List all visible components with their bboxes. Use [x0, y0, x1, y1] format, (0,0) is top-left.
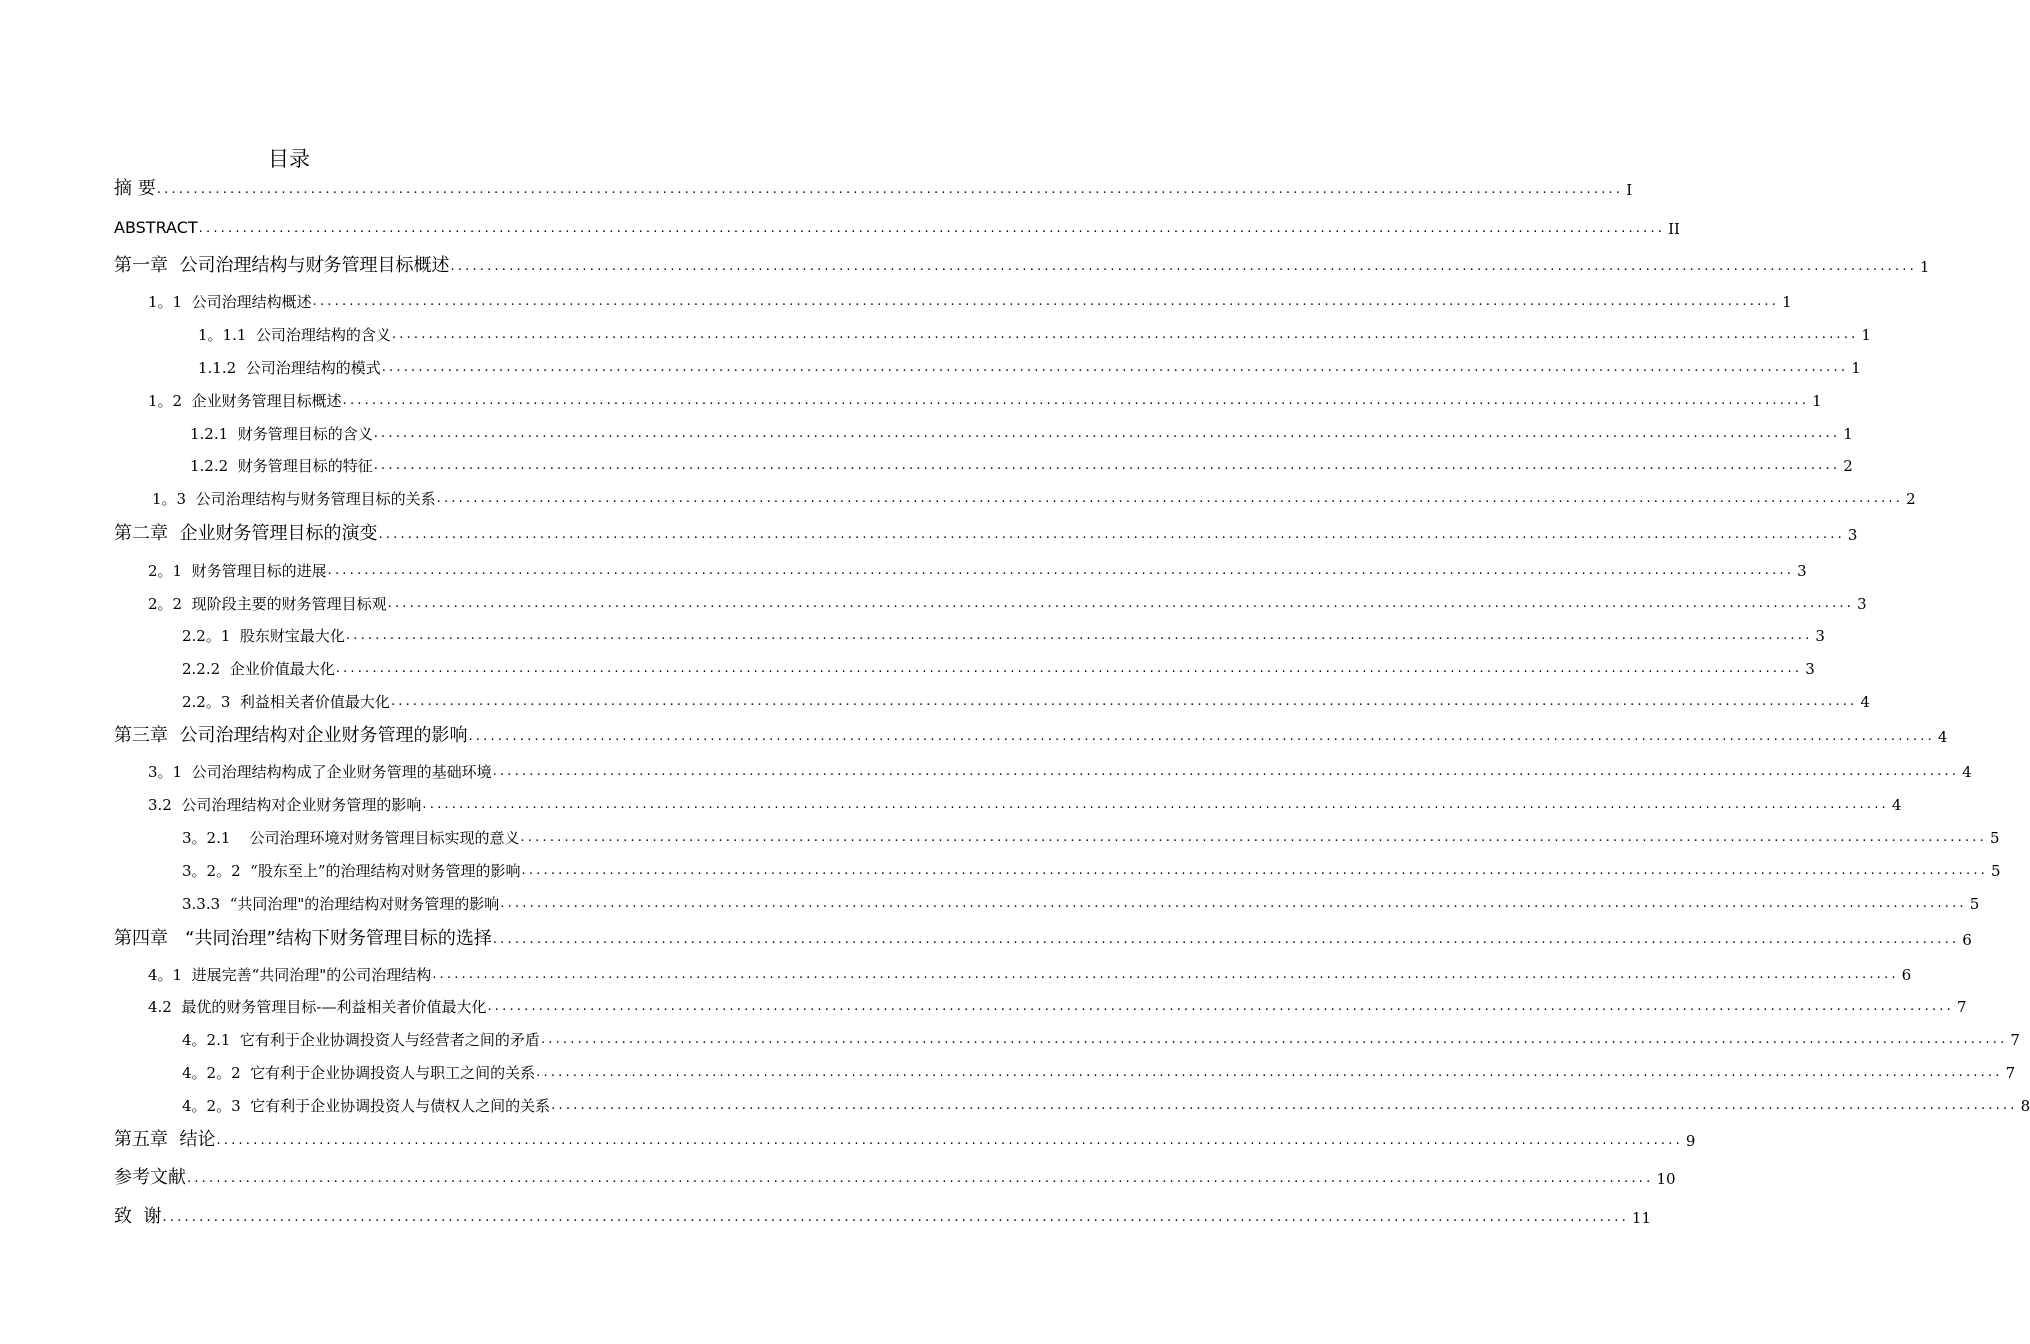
toc-entry-text: 3.3.3 “共同治理"的治理结构对财务管理的影响	[182, 895, 500, 913]
toc-entry-page: 7	[1956, 998, 1967, 1016]
leader-dots: ........................................................................................................................................................................................................	[335, 661, 1803, 676]
toc-entry-abstract-cn[interactable]	[114, 170, 1633, 200]
leader-dots: ........................................................................................................................................................................................................	[492, 764, 1960, 779]
toc-entry-page: 2	[1843, 457, 1853, 475]
leader-dots: ........................................................................................................................................................................................................	[156, 182, 1624, 197]
leader-dots: ........................................................................................................................................................................................................	[432, 967, 1899, 982]
toc-entry-3-2-2[interactable]	[182, 851, 2001, 881]
toc-entry-page: 1	[1861, 326, 1871, 344]
toc-entry-text: 第三章 公司治理结构对企业财务管理的影响	[114, 725, 468, 746]
leader-dots: ........................................................................................................................................................................................................	[436, 491, 1904, 506]
toc-entry-1-1-2[interactable]	[198, 348, 1861, 378]
toc-entry-page: 3	[1815, 627, 1825, 645]
toc-entry-text: 4。2.1 它有利于企业协调投资人与经营者之间的矛盾	[182, 1031, 540, 1049]
toc-entry-page: 4	[1962, 763, 1972, 781]
leader-dots: ........................................................................................................................................................................................................	[536, 1065, 2003, 1080]
toc-entry-page: 1	[1919, 258, 1930, 276]
leader-dots: ........................................................................................................................................................................................................	[450, 259, 1917, 274]
toc-entry-text: 1.2.1 财务管理目标的含义	[190, 425, 373, 443]
toc-entry-chapter-3[interactable]	[114, 717, 1948, 747]
toc-entry-4-2-3[interactable]	[182, 1086, 2030, 1116]
toc-entry-4-2[interactable]	[148, 987, 1967, 1017]
toc-entry-page: II	[1668, 220, 1680, 238]
toc-entry-text: 1。1.1 公司治理结构的含义	[198, 326, 391, 344]
toc-entry-page: 11	[1631, 1209, 1652, 1227]
toc-entry-page: 6	[1901, 966, 1912, 984]
leader-dots: ........................................................................................................................................................................................................	[500, 896, 1967, 911]
leader-dots: ........................................................................................................................................................................................................	[520, 830, 1987, 845]
leader-dots: ........................................................................................................................................................................................................	[187, 1171, 1654, 1186]
toc-entry-1-1[interactable]	[148, 282, 1792, 312]
leader-dots: ........................................................................................................................................................................................................	[345, 628, 1813, 643]
toc-entry-page: 1	[1843, 425, 1853, 443]
toc-entry-2-2-3[interactable]	[182, 682, 1870, 712]
toc-entry-page: 1	[1812, 392, 1822, 410]
toc-entry-page: I	[1626, 181, 1633, 199]
toc-entry-text: 2。1 财务管理目标的进展	[148, 562, 327, 580]
toc-entry-page: 5	[1989, 829, 2000, 847]
toc-entry-text: 参考文献	[114, 1167, 186, 1188]
leader-dots: ........................................................................................................................................................................................................	[487, 999, 1954, 1014]
toc-entry-page: 4	[1937, 728, 1948, 746]
leader-dots: ........................................................................................................................................................................................................	[342, 393, 1810, 408]
toc-entry-3-2-1[interactable]	[182, 818, 2000, 848]
toc-entry-page: 3	[1805, 660, 1815, 678]
leader-dots: ........................................................................................................................................................................................................	[390, 694, 1858, 709]
toc-entry-text: 2。2 现阶段主要的财务管理目标观	[148, 595, 387, 613]
toc-entry-text: 第二章 企业财务管理目标的演变	[114, 523, 378, 544]
toc-entry-2-2[interactable]	[148, 584, 1867, 614]
toc-entry-text: 4。2。2 它有利于企业协调投资人与职工之间的关系	[182, 1064, 536, 1082]
toc-entry-3-2[interactable]	[148, 785, 1902, 815]
toc-entry-3-1[interactable]	[148, 752, 1972, 782]
toc-entry-text: 第一章 公司治理结构与财务管理目标概述	[114, 255, 450, 276]
toc-entry-text: 4。2。3 它有利于企业协调投资人与债权人之间的关系	[182, 1097, 551, 1115]
leader-dots: ........................................................................................................................................................................................................	[387, 596, 1855, 611]
leader-dots: ........................................................................................................................................................................................................	[378, 527, 1845, 542]
leader-dots: ........................................................................................................................................................................................................	[162, 1210, 1629, 1225]
toc-entry-page: 3	[1847, 526, 1858, 544]
leader-dots: ........................................................................................................................................................................................................	[327, 563, 1795, 578]
toc-entry-page: 4	[1860, 693, 1870, 711]
toc-entry-text: 1.2.2 财务管理目标的特征	[190, 457, 373, 475]
toc-entry-chapter-5[interactable]	[114, 1121, 1696, 1151]
toc-entry-page: 6	[1962, 931, 1972, 949]
toc-entry-text: 2.2。3 利益相关者价值最大化	[182, 693, 390, 711]
toc-entry-text: 4。1 进展完善“共同治理"的公司治理结构	[148, 966, 432, 984]
leader-dots: ........................................................................................................................................................................................................	[373, 426, 1841, 441]
toc-entry-4-2-2[interactable]	[182, 1053, 2016, 1083]
leader-dots: ........................................................................................................................................................................................................	[216, 1133, 1683, 1148]
toc-entry-text: ABSTRACT	[114, 218, 198, 237]
toc-title: 目录	[268, 147, 310, 171]
toc-entry-text: 第四章 “共同治理”结构下财务管理目标的选择	[114, 928, 492, 949]
toc-entry-page: 3	[1797, 562, 1807, 580]
leader-dots: ........................................................................................................................................................................................................	[381, 360, 1849, 375]
leader-dots: ........................................................................................................................................................................................................	[198, 221, 1666, 236]
leader-dots: ........................................................................................................................................................................................................	[468, 729, 1935, 744]
toc-entry-page: 8	[2020, 1097, 2030, 1115]
toc-entry-4-2-1[interactable]	[182, 1020, 2020, 1050]
leader-dots: ........................................................................................................................................................................................................	[373, 458, 1841, 473]
toc-entry-text: 2.2.2 企业价值最大化	[182, 660, 335, 678]
leader-dots: ........................................................................................................................................................................................................	[540, 1032, 2008, 1047]
toc-entry-4-1[interactable]	[148, 955, 1912, 985]
toc-entry-text: 3。2。2 “股东至上”的治理结构对财务管理的影响	[182, 862, 521, 880]
toc-entry-text: 1。3 公司治理结构与财务管理目标的关系	[152, 490, 436, 508]
toc-entry-text: 1。1 公司治理结构概述	[148, 293, 312, 311]
toc-entry-page: 7	[2010, 1031, 2020, 1049]
toc-entry-page: 1	[1782, 293, 1792, 311]
toc-entry-page: 5	[1969, 895, 1980, 913]
toc-entry-text: 3.2 公司治理结构对企业财务管理的影响	[148, 796, 422, 814]
toc-entry-references[interactable]	[114, 1159, 1676, 1189]
toc-entry-page: 2	[1906, 490, 1916, 508]
leader-dots: ........................................................................................................................................................................................................	[521, 863, 1988, 878]
toc-entry-1-2-1[interactable]	[190, 414, 1853, 444]
leader-dots: ........................................................................................................................................................................................................	[422, 797, 1889, 812]
toc-entry-page: 5	[1990, 862, 2001, 880]
toc-entry-chapter-1[interactable]	[114, 247, 1930, 277]
toc-entry-chapter-2[interactable]	[114, 515, 1858, 545]
toc-entry-acknowledgements[interactable]	[114, 1198, 1652, 1228]
leader-dots: ........................................................................................................................................................................................................	[391, 327, 1859, 342]
toc-entry-page: 10	[1656, 1170, 1676, 1188]
toc-entry-text: 2.2。1 股东财宝最大化	[182, 627, 345, 645]
toc-entry-3-3-3[interactable]	[182, 884, 1980, 914]
toc-entry-page: 1	[1851, 359, 1861, 377]
toc-entry-text: 第五章 结论	[114, 1129, 216, 1150]
toc-entry-text: 1。2 企业财务管理目标概述	[148, 392, 342, 410]
toc-entry-text: 4.2 最优的财务管理目标-—利益相关者价值最大化	[148, 998, 487, 1016]
toc-entry-page: 4	[1891, 796, 1902, 814]
toc-entry-chapter-4[interactable]	[114, 920, 1972, 950]
toc-entry-text: 1.1.2 公司治理结构的模式	[198, 359, 381, 377]
toc-entry-page: 3	[1857, 595, 1867, 613]
toc-entry-2-1[interactable]	[148, 551, 1807, 581]
toc-entry-1-3[interactable]	[152, 479, 1916, 509]
toc-entry-text: 致 谢	[114, 1206, 162, 1227]
toc-entry-1-1-1[interactable]	[198, 315, 1871, 345]
toc-entry-page: 7	[2005, 1064, 2016, 1082]
toc-entry-text: 摘 要	[114, 178, 156, 199]
toc-entry-text: 3。1 公司治理结构构成了企业财务管理的基础环境	[148, 763, 492, 781]
leader-dots: ........................................................................................................................................................................................................	[492, 932, 1960, 947]
toc-entry-abstract-en[interactable]	[114, 209, 1680, 239]
leader-dots: ........................................................................................................................................................................................................	[312, 294, 1780, 309]
leader-dots: ........................................................................................................................................................................................................	[551, 1098, 2018, 1113]
toc-entry-1-2[interactable]	[148, 381, 1822, 411]
toc-entry-2-2-2[interactable]	[182, 649, 1815, 679]
toc-entry-page: 9	[1685, 1132, 1696, 1150]
toc-entry-1-2-2[interactable]	[190, 446, 1853, 476]
toc-entry-text: 3。2.1 公司治理环境对财务管理目标实现的意义	[182, 829, 520, 847]
toc-entry-2-2-1[interactable]	[182, 616, 1825, 646]
